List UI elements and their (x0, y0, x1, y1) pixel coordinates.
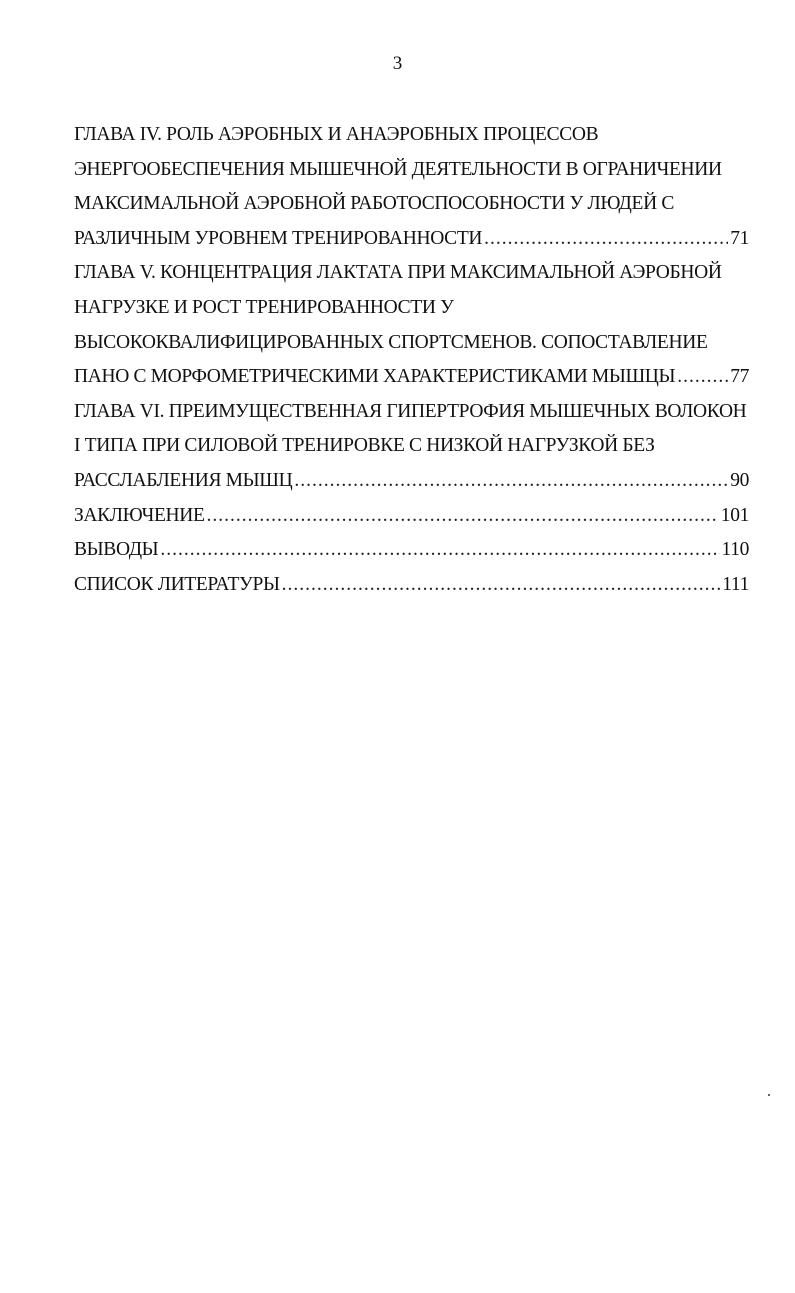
toc-entry-chapter-5[interactable] (74, 256, 749, 394)
toc-entry-text: РАЗЛИЧНЫМ УРОВНЕМ ТРЕНИРОВАННОСТИ (74, 227, 483, 249)
toc-entry-text: НАГРУЗКЕ И РОСТ ТРЕНИРОВАННОСТИ У (74, 296, 454, 318)
toc-entry-last-line (74, 533, 749, 568)
toc-page-number: 71 (730, 227, 749, 249)
toc-entry-line (74, 429, 749, 464)
toc-entry-last-line (74, 499, 749, 534)
toc-page-number: 111 (722, 573, 749, 595)
toc-entry-chapter-6[interactable] (74, 395, 749, 499)
toc-entry-references[interactable] (74, 568, 749, 603)
toc-entry-last-line (74, 464, 749, 499)
toc-entry-last-line (74, 568, 749, 603)
toc-entry-text: ПАНО С МОРФОМЕТРИЧЕСКИМИ ХАРАКТЕРИСТИКАМИ МЫШЦЫ (74, 366, 676, 388)
toc-entry-text: ГЛАВА VI. ПРЕИМУЩЕСТВЕННАЯ ГИПЕРТРОФИЯ МЫШЕЧНЫХ ВОЛОКОН (74, 400, 747, 422)
page-number: 3 (392, 53, 403, 74)
toc-entry-line (74, 256, 749, 291)
toc-entry-text: РАССЛАБЛЕНИЯ МЫШЦ (74, 469, 293, 491)
dot-leader (294, 464, 728, 499)
toc-entry-conclusion[interactable] (74, 499, 749, 534)
toc-entry-text: ВЫСОКОКВАЛИФИЦИРОВАННЫХ СПОРТСМЕНОВ. СОПОСТАВЛЕНИЕ (74, 331, 708, 353)
toc-page-number: 101 (720, 504, 749, 526)
toc-entry-text: I ТИПА ПРИ СИЛОВОЙ ТРЕНИРОВКЕ С НИЗКОЙ НАГРУЗКОЙ БЕЗ (74, 435, 655, 457)
toc-entry-text: ВЫВОДЫ (74, 539, 159, 561)
dot-leader (207, 499, 719, 534)
toc-entry-findings[interactable] (74, 533, 749, 568)
table-of-contents (74, 118, 749, 602)
dot-leader (282, 568, 721, 603)
toc-entry-text: МАКСИМАЛЬНОЙ АЭРОБНОЙ РАБОТОСПОСОБНОСТИ У ЛЮДЕЙ С (74, 193, 674, 215)
toc-entry-line (74, 118, 749, 153)
toc-page-number: 77 (730, 366, 749, 388)
toc-entry-text: ГЛАВА IV. РОЛЬ АЭРОБНЫХ И АНАЭРОБНЫХ ПРОЦЕССОВ (74, 124, 599, 145)
toc-entry-text: ЗАКЛЮЧЕНИЕ (74, 504, 205, 526)
dot-leader (677, 360, 728, 395)
toc-entry-line (74, 153, 749, 188)
toc-entry-last-line (74, 360, 749, 395)
toc-entry-line (74, 187, 749, 222)
toc-entry-text: СПИСОК ЛИТЕРАТУРЫ (74, 573, 280, 595)
toc-entry-text: ГЛАВА V. КОНЦЕНТРАЦИЯ ЛАКТАТА ПРИ МАКСИМАЛЬНОЙ АЭРОБНОЙ (74, 262, 722, 284)
dot-leader (484, 222, 728, 257)
toc-entry-line (74, 395, 749, 430)
toc-page-number: 110 (721, 539, 749, 561)
toc-entry-text: ЭНЕРГООБЕСПЕЧЕНИЯ МЫШЕЧНОЙ ДЕЯТЕЛЬНОСТИ В ОГРАНИЧЕНИИ (74, 158, 722, 180)
toc-entry-line (74, 326, 749, 361)
toc-page-number: 90 (730, 469, 749, 491)
scan-speck (768, 1094, 770, 1096)
toc-entry-chapter-4[interactable] (74, 118, 749, 256)
toc-entry-line (74, 291, 749, 326)
toc-entry-last-line (74, 222, 749, 257)
dot-leader (160, 533, 719, 568)
